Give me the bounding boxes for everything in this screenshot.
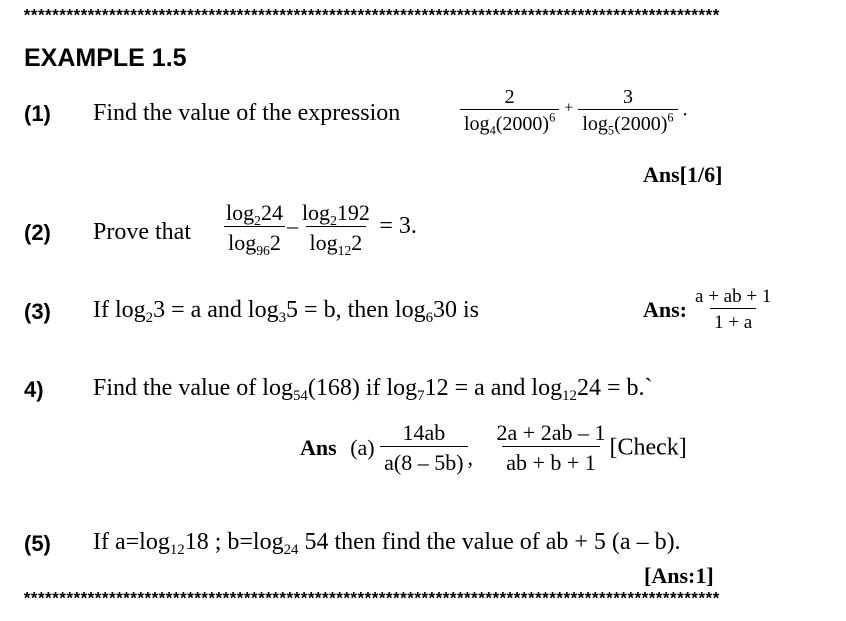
q4-answer <box>300 420 687 476</box>
q1-fraction-1-numerator: 2 <box>504 86 515 108</box>
q2-minus: – <box>286 213 298 239</box>
q3-answer-label: Ans: <box>643 297 688 322</box>
q3-answer-fraction <box>691 286 775 334</box>
q4-fraction-2 <box>493 420 610 476</box>
q3-answer-numerator: a + ab + 1 <box>695 286 772 307</box>
q4-fraction-2-denominator: ab + b + 1 <box>502 446 600 476</box>
q1-period: . <box>682 98 688 121</box>
q4-fraction-1-denominator: a(8 – 5b) <box>380 446 467 476</box>
top-divider: ************************************************************************************************** <box>22 8 718 27</box>
q1-plus: + <box>564 99 574 117</box>
q2-fraction-2 <box>298 200 374 256</box>
q4-option-a-label: (a) <box>350 435 375 460</box>
q5-answer: [Ans:1] <box>644 563 714 588</box>
q2-fraction-2-denominator: $\log_{12}2$ <box>306 226 367 256</box>
bottom-divider: ************************************************************************************************** <box>22 591 718 610</box>
q3-answer-denominator: 1 + a <box>710 308 756 334</box>
q2-fraction-1-numerator: $\log_224$ <box>226 200 283 228</box>
q1-fraction-2-numerator: 3 <box>622 86 633 108</box>
page-title: EXAMPLE 1.5 <box>24 44 187 72</box>
q1-fraction-2 <box>578 86 677 136</box>
q5-text: If $a=\log_{12}18$ ; $b=\log_{24}$ 54 then find the value of ab + 5 (a – b). <box>93 529 681 559</box>
q1-text: Find the value of the expression <box>93 100 401 126</box>
q4-fraction-2-numerator: 2a + 2ab – 1 <box>496 420 606 445</box>
q2-text: Prove that <box>93 219 191 245</box>
q2-expression <box>222 200 417 256</box>
q1-fraction-1 <box>460 86 559 136</box>
q1-fraction-2-denominator: $\log_5(2000)^6$ <box>578 109 677 136</box>
q4-fraction-1-numerator: 14ab <box>402 420 446 445</box>
q4-text: Find the value of $\log_{54}(168)$ if $\log_712 = a$ and $\log_{12}24$ = b.` <box>93 375 653 405</box>
q4-comma: , <box>467 445 474 471</box>
q5-number: (5) <box>24 531 51 556</box>
q4-number: 4) <box>24 377 44 402</box>
q4-fraction-1 <box>380 420 467 476</box>
q2-result: = 3. <box>379 213 417 240</box>
q1-fraction-1-denominator: $\log_4(2000)^6$ <box>460 109 559 136</box>
q2-fraction-1-denominator: $\log_{96}2$ <box>224 226 285 256</box>
q1-expression <box>460 86 688 136</box>
q1-answer: Ans[1/6] <box>643 162 723 187</box>
q3-answer <box>643 286 775 334</box>
q2-fraction-2-numerator: $\log_2192$ <box>301 200 370 228</box>
q2-fraction-1 <box>222 200 287 256</box>
q2-number: (2) <box>24 220 51 245</box>
q3-text: If $\log_23 = a$ and $\log_35 = b$, then $\log_630$ is <box>93 297 480 327</box>
q4-answer-label: Ans <box>300 435 337 460</box>
q4-check: [Check] <box>609 434 687 461</box>
q1-number: (1) <box>24 101 51 126</box>
q3-number: (3) <box>24 299 51 324</box>
